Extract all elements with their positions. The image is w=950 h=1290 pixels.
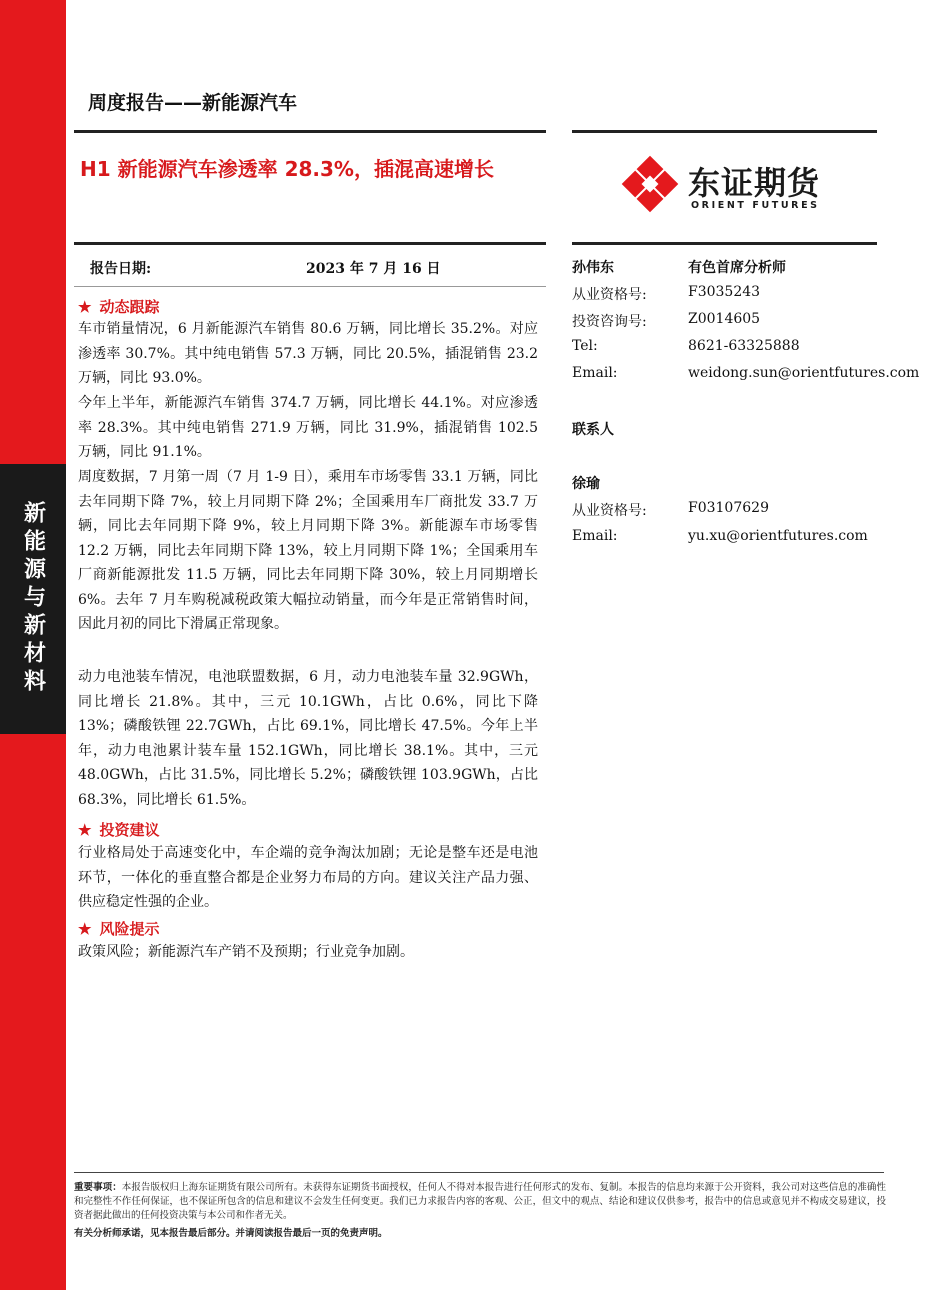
star-icon: ★ — [78, 298, 92, 316]
logo-text-cn: 东证期货 — [688, 164, 821, 202]
sector-side-tab — [0, 464, 66, 734]
contact-email-value: yu.xu@orientfutures.com — [688, 528, 868, 544]
disclaimer-footer: 有关分析师承诺，见本报告最后部分。并请阅读报告最后一页的免责声明。 — [74, 1228, 388, 1239]
header-divider-left — [74, 130, 546, 133]
analyst-license-value: F3035243 — [688, 284, 761, 300]
section-heading-tracking — [78, 296, 159, 317]
analyst-tel-value: 8621-63325888 — [688, 338, 800, 354]
analyst-email-value: weidong.sun@orientfutures.com — [688, 365, 920, 381]
analyst-tel-label: Tel: — [572, 338, 598, 354]
contact-email-label: Email: — [572, 528, 618, 544]
disclaimer-text: 本报告版权归上海东证期货有限公司所有。未获得东证期货书面授权，任何人不得对本报告进行任何形式的发布、复制。本报告的信息均来源于公开资料，我公司对这些信息的准确性和完整性不作任何保证，也不保证所包含的信息和建议不会发生任何变更。我们已力求报告内容的客观、公正，但文中的观点、结论和建议仅供参考，报告中的信息或意见并不构成交易建议，投资者据此做出的任何投资决策与本公司和作者无关。 — [74, 1182, 886, 1221]
analyst-name: 孙伟东 — [572, 260, 614, 276]
section-heading-text: 动态跟踪 — [99, 298, 160, 316]
report-date-row — [74, 250, 546, 288]
analyst-title: 有色首席分析师 — [688, 260, 786, 276]
company-logo — [618, 152, 838, 218]
paragraph-weekly-data: 周度数据，7 月第一周（7 月 1-9 日），乘用车市场零售 33.1 万辆，同比去年同期下降 7%，较上月同期下降 2%；全国乘用车厂商批发 33.7 万辆，同比去年同期下降 9%，较上月同期下降 3%。新能源车市场零售 12.2 万辆，同比去年同期下降 13%，较上月同期下降 1%；全国乘用车厂商新能源批发 11.5 万辆，同比去年同期下降 30%，较上月同期增长 6%。去年 7 月车购税减税政策大幅拉动销量，而今年是正常销售时间，因此月初的同比下滑属正常现象。 — [78, 469, 538, 632]
footer-divider — [74, 1172, 884, 1173]
header-divider-right — [572, 130, 877, 133]
paragraph-sales: 车市销量情况，6 月新能源汽车销售 80.6 万辆，同比增长 35.2%。对应渗透率 30.7%。其中纯电销售 57.3 万辆，同比 20.5%，插混销售 23.2 万辆，同比 93.0%。 — [78, 321, 538, 386]
orient-futures-logo-icon — [618, 152, 682, 216]
disclaimer — [74, 1181, 886, 1223]
analyst-consult-value: Z0014605 — [688, 311, 761, 327]
report-type: 周度报告——新能源汽车 — [88, 92, 298, 114]
paragraph-investment: 行业格局处于高速变化中，车企端的竞争淘汰加剧；无论是整车还是电池环节，一体化的垂直整合都是企业努力布局的方向。建议关注产品力强、供应稳定性强的企业。 — [78, 845, 538, 910]
analyst-email-label: Email: — [572, 365, 618, 381]
paragraph-risk: 政策风险；新能源汽车产销不及预期；行业竞争加剧。 — [78, 944, 414, 960]
contact-name: 徐瑜 — [572, 476, 600, 492]
report-date-label: 报告日期: — [90, 261, 152, 277]
star-icon: ★ — [78, 920, 92, 938]
section-heading-text: 投资建议 — [99, 821, 160, 839]
contact-license-label: 从业资格号: — [572, 503, 647, 519]
logo-text-en: ORIENT FUTURES — [691, 200, 820, 211]
contact-license-value: F03107629 — [688, 500, 769, 516]
report-date-value: 2023 年 7 月 16 日 — [306, 261, 441, 277]
disclaimer-lead: 重要事项： — [74, 1182, 122, 1193]
paragraph-battery: 动力电池装车情况，电池联盟数据，6 月，动力电池装车量 32.9GWh，同比增长 21.8%。其中，三元 10.1GWh，占比 0.6%，同比下降 13%；磷酸铁锂 22.7GWh，占比 69.1%，同比增长 47.5%。今年上半年，动力电池累计装车量 152.1GWh，同比增长 38.1%。其中，三元 48.0GWh，占比 31.5%，同比增长 5.2%；磷酸铁锂 103.9GWh，占比 68.3%，同比增长 61.5%。 — [78, 669, 538, 808]
date-divider-left — [74, 242, 546, 245]
report-title: H1 新能源汽车渗透率 28.3%，插混高速增长 — [80, 157, 494, 181]
date-row-divider — [74, 286, 546, 287]
contact-heading: 联系人 — [572, 422, 614, 438]
star-icon: ★ — [78, 821, 92, 839]
sector-side-tab-label: 新能源与新材料 — [20, 501, 46, 697]
analyst-consult-label: 投资咨询号: — [572, 314, 647, 330]
section-heading-risk — [78, 918, 159, 939]
section-heading-text: 风险提示 — [99, 920, 160, 938]
paragraph-h1-sales: 今年上半年，新能源汽车销售 374.7 万辆，同比增长 44.1%。对应渗透率 28.3%。其中纯电销售 271.9 万辆，同比 31.9%，插混销售 102.5 万辆，同比 91.1%。 — [78, 395, 538, 460]
analyst-license-label: 从业资格号: — [572, 287, 647, 303]
section-heading-investment — [78, 819, 159, 840]
date-divider-right — [572, 242, 877, 245]
